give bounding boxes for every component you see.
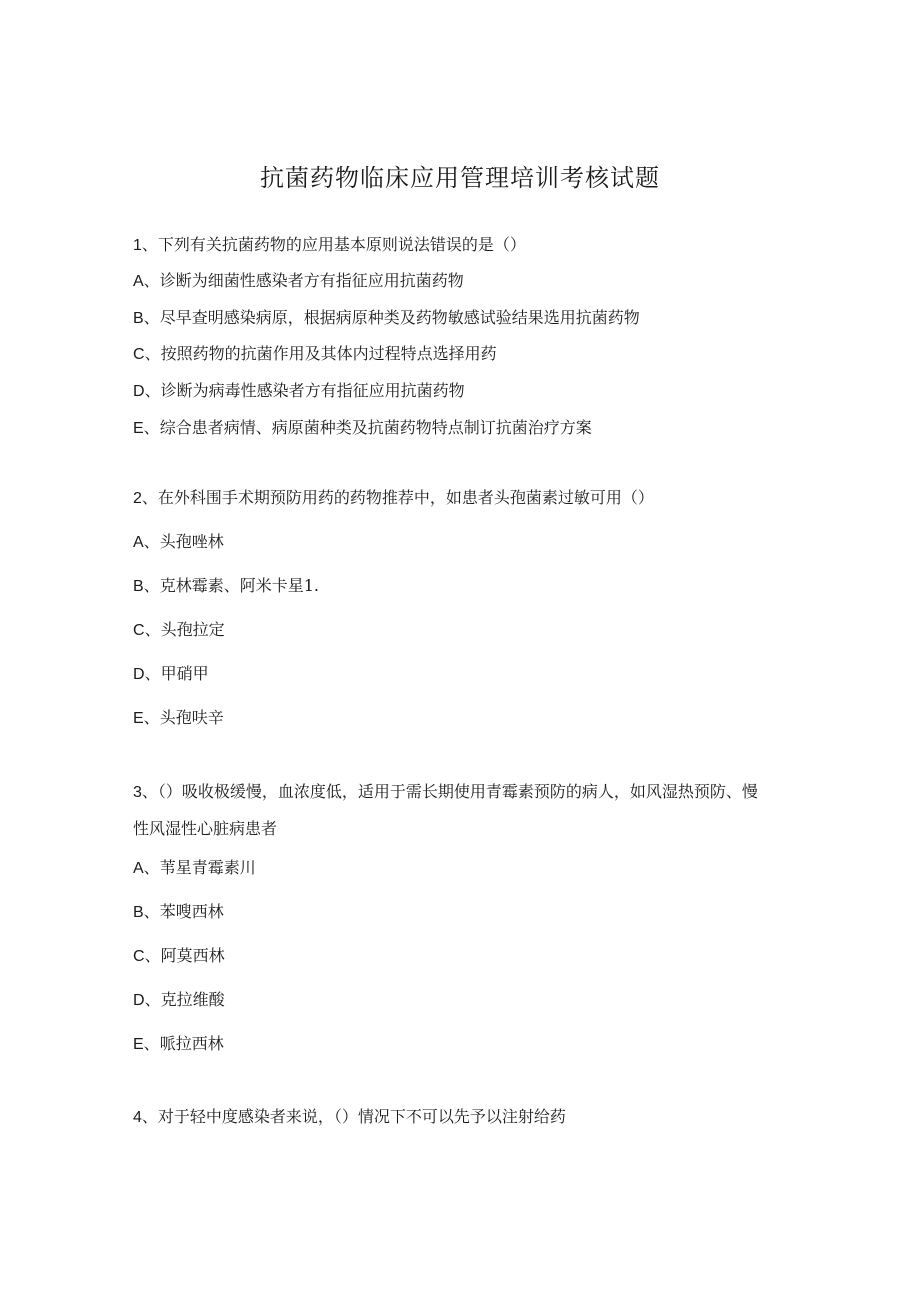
question-3-stem: 3、（）吸收极缓慢，血浓度低，适用于需长期使用青霉素预防的病人，如风湿热预防、慢性风湿性心脏病患者 bbox=[133, 782, 758, 838]
document-title: 抗菌药物临床应用管理培训考核试题 bbox=[260, 164, 660, 192]
question-2-option-e: E、头孢呋辛 bbox=[133, 708, 224, 727]
question-1-option-d: D、诊断为病毒性感染者方有指征应用抗菌药物 bbox=[133, 381, 465, 400]
question-1-option-c: C、按照药物的抗菌作用及其体内过程特点选择用药 bbox=[133, 344, 497, 363]
question-1-stem: 1、下列有关抗菌药物的应用基本原则说法错误的是（） bbox=[133, 235, 526, 254]
question-2-option-a: A、头孢唑林 bbox=[133, 532, 224, 551]
question-3-option-c: C、阿莫西林 bbox=[133, 946, 225, 965]
question-3-option-a: A、苇星青霉素川 bbox=[133, 858, 256, 877]
question-2-option-d: D、甲硝甲 bbox=[133, 664, 209, 683]
question-4-stem: 4、对于轻中度感染者来说，（）情况下不可以先予以注射给药 bbox=[133, 1107, 566, 1126]
question-3-option-b: B、苯嗖西林 bbox=[133, 902, 224, 921]
question-3-option-d: D、克拉维酸 bbox=[133, 990, 225, 1009]
question-2-option-c: C、头孢拉定 bbox=[133, 620, 225, 639]
question-1-option-e: E、综合患者病情、病原菌种类及抗菌药物特点制订抗菌治疗方案 bbox=[133, 418, 592, 437]
question-1-option-a: A、诊断为细菌性感染者方有指征应用抗菌药物 bbox=[133, 271, 464, 290]
question-2-option-b: B、克林霉素、阿米卡星1. bbox=[133, 576, 319, 595]
question-1-option-b: B、尽早查明感染病原，根据病原种类及药物敏感试验结果选用抗菌药物 bbox=[133, 308, 640, 327]
question-3-option-e: E、哌拉西林 bbox=[133, 1034, 224, 1053]
question-2-stem: 2、在外科围手术期预防用药的药物推荐中，如患者头孢菌素过敏可用（） bbox=[133, 488, 654, 507]
